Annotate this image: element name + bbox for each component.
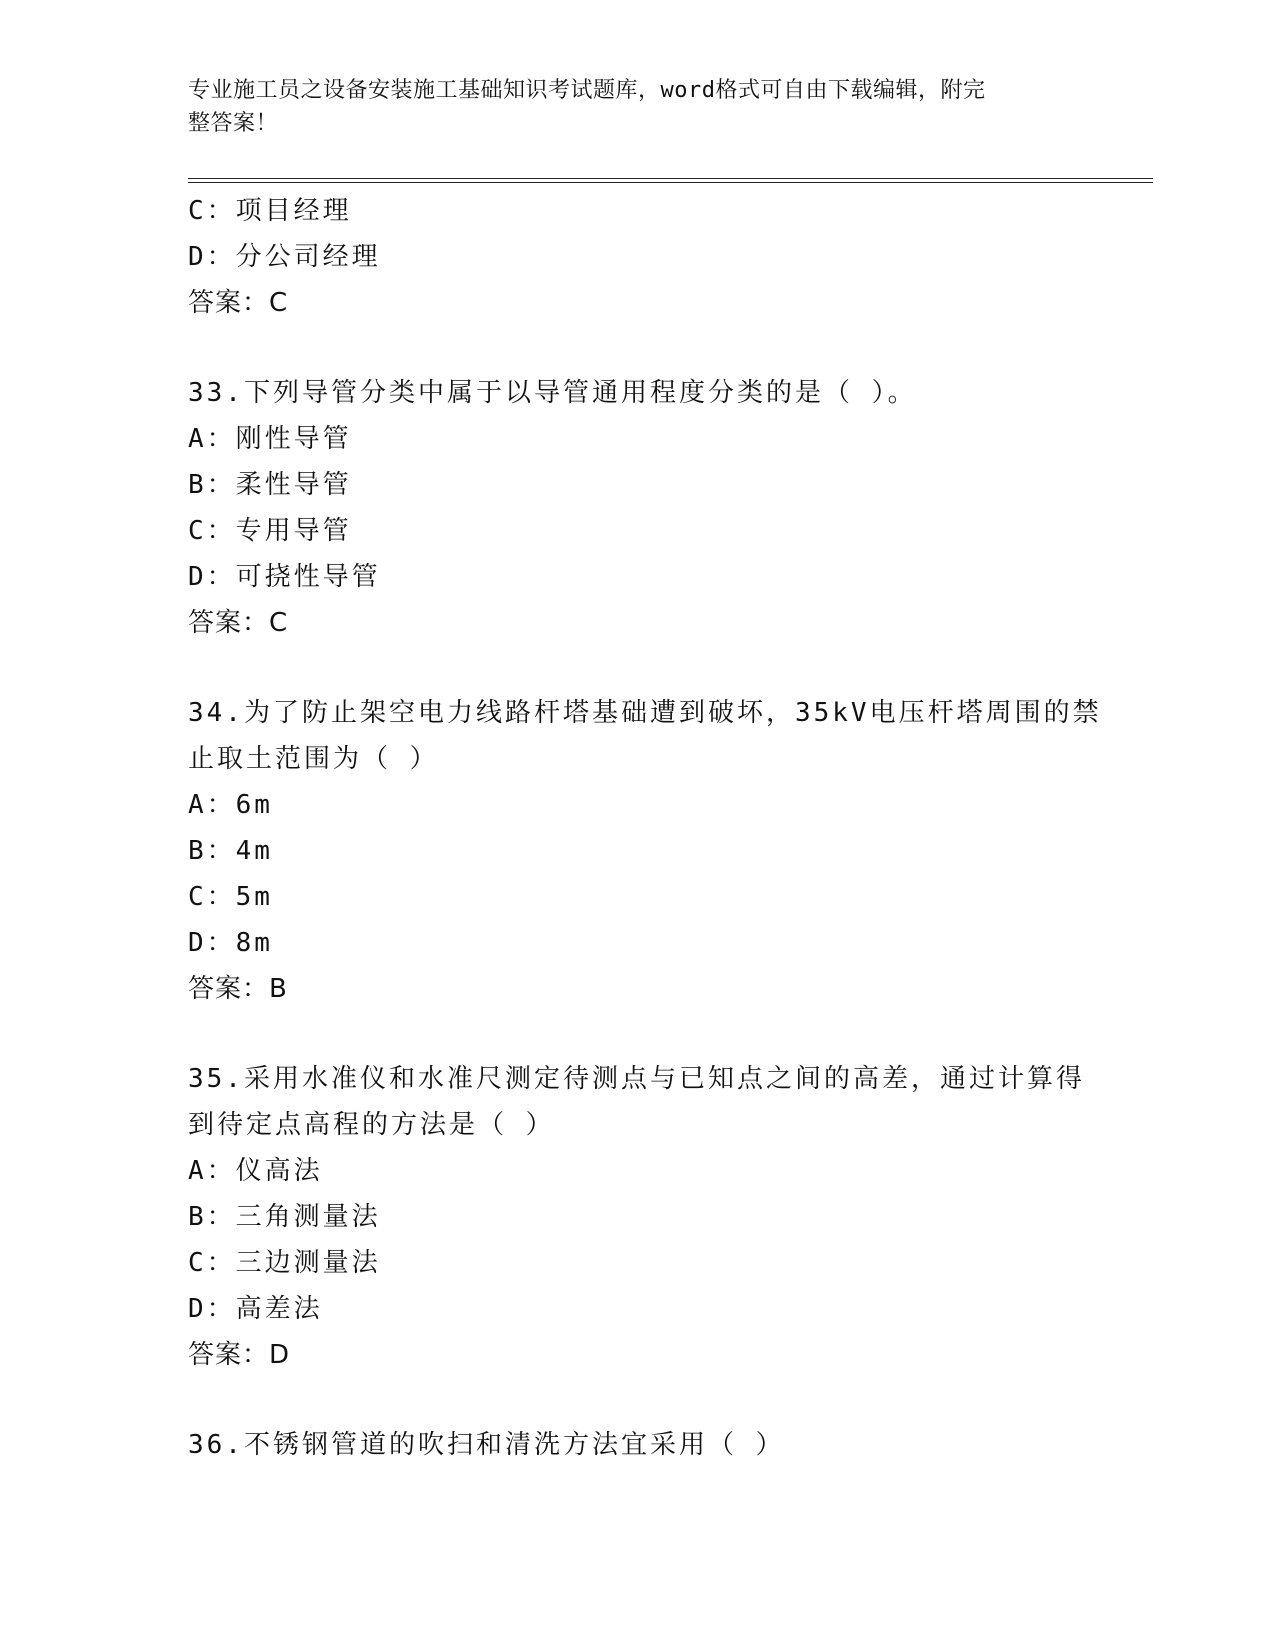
question-text-cont: 到待定点高程的方法是（ ）: [188, 1110, 555, 1140]
option-a: A：仪高法: [188, 1156, 323, 1186]
header-rule-bottom: [188, 182, 1153, 183]
option-c: C：5m: [188, 882, 273, 912]
option-b: B：柔性导管: [188, 470, 352, 500]
option-b: B：三角测量法: [188, 1202, 381, 1232]
option-d: D：分公司经理: [188, 242, 381, 272]
option-c: C：项目经理: [188, 196, 352, 226]
option-b: B：4m: [188, 836, 273, 866]
answer-line: 答案：D: [188, 1340, 291, 1370]
question-block-36: [188, 1422, 1108, 1468]
question-block-34: [188, 690, 1108, 1012]
header-rule-top: [188, 178, 1153, 179]
option-c: C：三边测量法: [188, 1248, 381, 1278]
question-text: 35.采用水准仪和水准尺测定待测点与已知点之间的高差，通过计算得: [188, 1064, 1085, 1094]
answer-line: 答案：C: [188, 288, 289, 318]
question-text: 34.为了防止架空电力线路杆塔基础遭到破坏，35kV电压杆塔周围的禁: [188, 698, 1102, 728]
header-line-1: 专业施工员之设备安装施工基础知识考试题库，word格式可自由下载编辑，附完: [188, 78, 986, 103]
option-d: D：8m: [188, 928, 273, 958]
header-line-2: 整答案！: [188, 111, 279, 136]
question-content: [188, 188, 1108, 1468]
option-a: A：6m: [188, 790, 273, 820]
answer-line: 答案：B: [188, 974, 288, 1004]
option-d: D：可挠性导管: [188, 562, 381, 592]
question-block-35: [188, 1056, 1108, 1378]
answer-line: 答案：C: [188, 608, 289, 638]
option-a: A：刚性导管: [188, 424, 352, 454]
option-d: D：高差法: [188, 1294, 323, 1324]
document-header: [188, 74, 1068, 140]
question-text: 36.不锈钢管道的吹扫和清洗方法宜采用（ ）: [188, 1430, 785, 1460]
question-block-prev: [188, 188, 1108, 326]
question-text-cont: 止取土范围为（ ）: [188, 744, 439, 774]
question-text: 33.下列导管分类中属于以导管通用程度分类的是（ ）。: [188, 378, 917, 408]
question-block-33: [188, 370, 1108, 646]
option-c: C：专用导管: [188, 516, 352, 546]
